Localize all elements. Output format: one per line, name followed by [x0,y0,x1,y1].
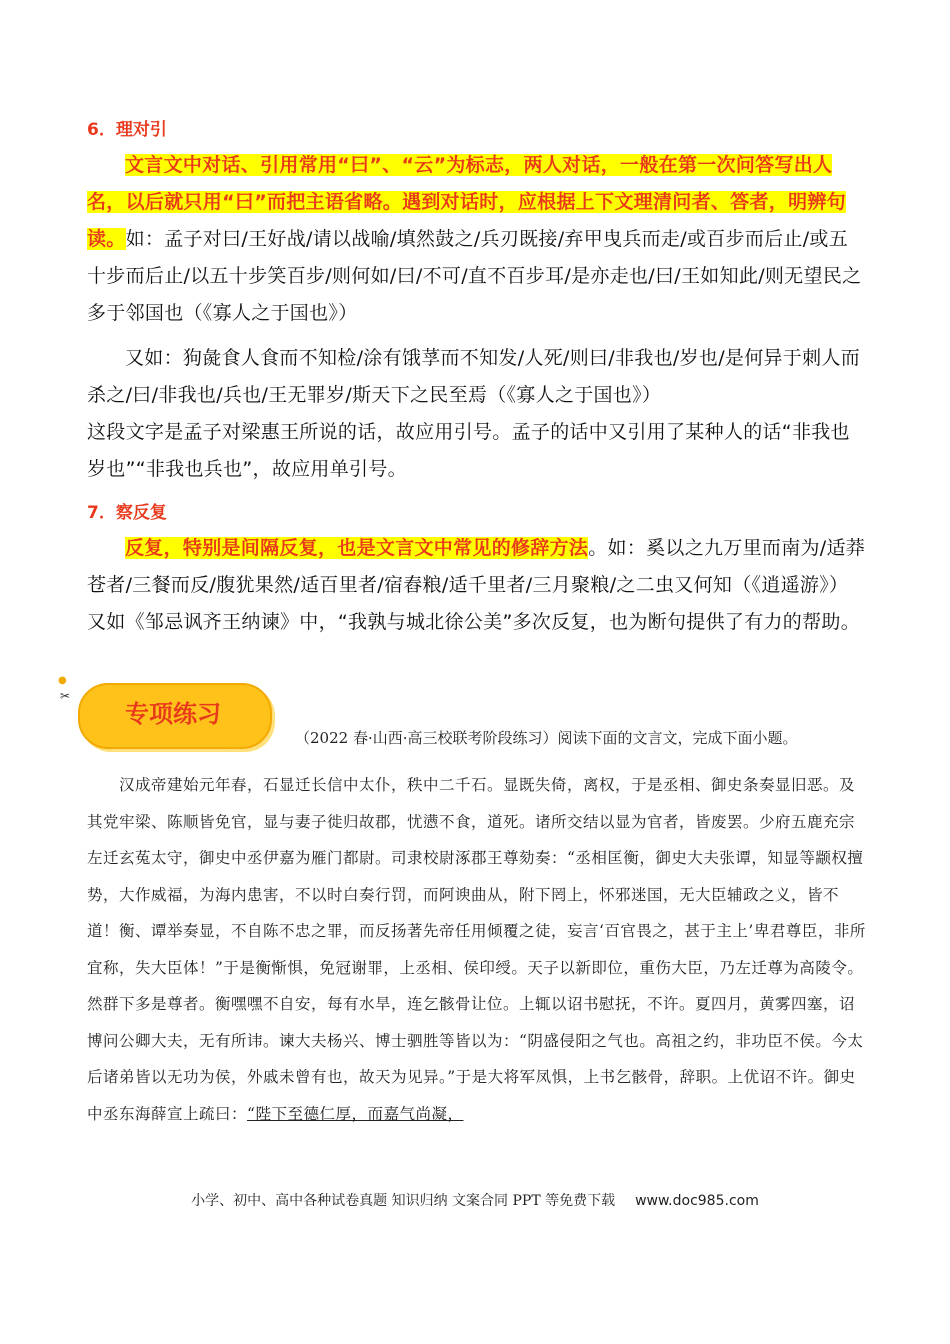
section-6-indent [87,154,125,176]
section-7-title: 7．察反复 [87,503,167,523]
practice-badge [58,675,278,765]
sparkle-dot-icon: ● [58,675,67,686]
section-6-title: 6．理对引 [87,120,167,140]
badge-label: 专项练习 [125,700,221,728]
passage-underlined: “陛下至德仁厚，而嘉气尚凝， [247,1104,464,1123]
footer-url[interactable]: www.doc985.com [635,1193,759,1209]
section-6-example-2: 又如：狗彘食人食而不知检/涂有饿莩而不知发/人死/则曰/非我也/岁也/是何异于刺人而杀之/曰/非我也/兵也/王无罪岁/斯天下之民至焉（《寡人之于国也》） [87,347,861,406]
footer [0,1190,950,1210]
sparkle-icon: ✂ [60,689,71,703]
classical-passage [87,767,867,1132]
passage-indent [87,776,119,794]
question-source: （2022 春·山西·高三校联考阶段练习）阅读下面的文言文，完成下面小题。 [295,729,798,747]
footer-text: 小学、初中、高中各种试卷真题 知识归纳 文案合同 PPT 等免费下载 [191,1193,616,1209]
section-7-highlight: 反复，特别是间隔反复，也是文言文中常见的修辞方法 [125,537,589,559]
section-7-indent [87,537,125,559]
section-6-highlight: 文言文中对话、引用常用“曰”、“云”为标志，两人对话，一般在第一次问答写出人名，以后就只用“曰”而把主语省略。遇到对话时，应根据上下文理清问者、答者，明辨句读。 [87,154,846,250]
section-6-example-2-block [87,340,867,414]
section-6-body [87,147,867,332]
passage-main: 汉成帝建始元年春，石显迁长信中太仆，秩中二千石。显既失倚，离权，于是丞相、御史条奏显旧恶。及其党牢梁、陈顺皆免官，显与妻子徙归故郡，忧懑不食，道死。诸所交结以显为官者，皆废罢。少府五鹿充宗左迁玄菟太守，御史中丞伊嘉为雁门都尉。司隶校尉涿郡王尊劾奏：“丞相匡衡，御史大夫张谭，知显等颛权擅势，大作威福，为海内患害，不以时白奏行罚，而阿谀曲从，附下罔上，怀邪迷国，无大臣辅政之义，皆不道！衡、谭举奏显，不自陈不忠之罪，而反扬著先帝任用倾覆之徒，妄言‘百官畏之，甚于主上’卑君尊臣，非所宜称，失大臣体！”于是衡惭惧，免冠谢罪，上丞相、侯印绶。天子以新即位，重伤大臣，乃左迁尊为高陵令。然群下多是尊者。衡嘿嘿不自安，每有水旱，连乞骸骨让位。上辄以诏书慰抚，不许。夏四月，黄雾四塞，诏博问公卿大夫，无有所讳。谏大夫杨兴、博士驷胜等皆以为：“阴盛侵阳之气也。高祖之约，非功臣不侯。今太后诸弟皆以无功为侯，外戚未曾有也，故天为见异。”于是大将军凤惧，上书乞骸骨，辞职。上优诏不许。御史中丞东海薛宣上疏曰： [87,776,866,1123]
section-6-example-1: 如：孟子对曰/王好战/请以战喻/填然鼓之/兵刃既接/弃甲曳兵而走/或百步而后止/或五十步而后止/以五十步笑百步/则何如/曰/不可/直不百步耳/是亦走也/曰/王如知此/则无望民之多于邻国也（《寡人之于国也》） [87,228,862,324]
section-7-example-2: 又如《邹忌讽齐王纳谏》中，“我孰与城北徐公美”多次反复，也为断句提供了有力的帮助。 [87,611,860,633]
section-7-example-1: 。如：奚以之九万里而南为/适莽苍者/三餐而反/腹犹果然/适百里者/宿舂粮/适千里者/三月聚粮/之二虫又何知（《逍遥游》） [87,537,866,596]
indent [87,347,125,369]
section-7-body [87,530,867,641]
section-6-note: 这段文字是孟子对梁惠王所说的话，故应用引号。孟子的话中又引用了某种人的话“非我也岁也”“非我也兵也”，故应用单引号。 [87,421,850,480]
